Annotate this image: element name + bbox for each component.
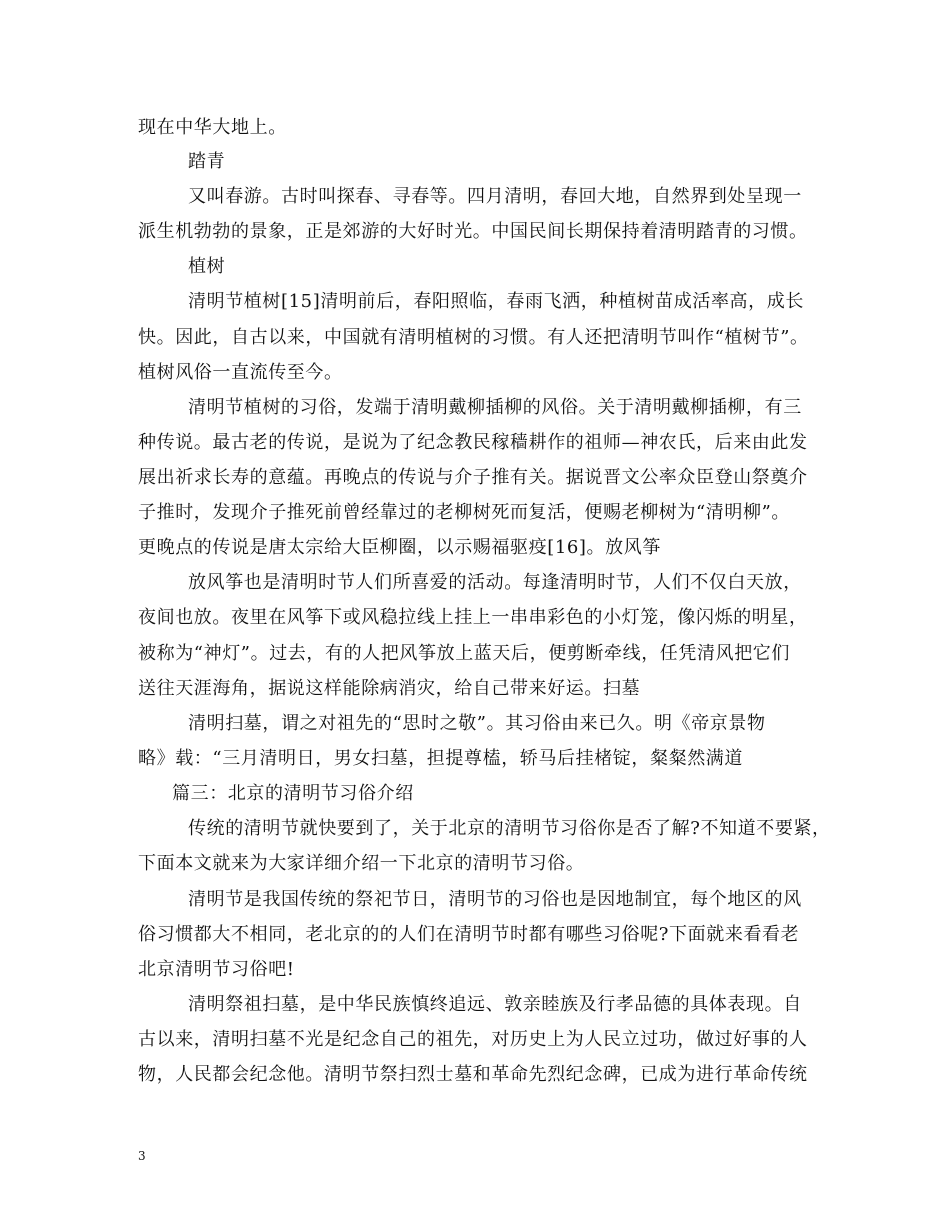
text-line: 清明节植树的习俗，发端于清明戴柳插柳的风俗。关于清明戴柳插柳，有三 <box>188 397 802 418</box>
text-line: 快。因此，自古以来，中国就有清明植树的习惯。有人还把清明节叫作“植树节”。 <box>138 327 809 348</box>
text-line: 传统的清明节就快要到了，关于北京的清明节习俗你是否了解?不知道不要紧， <box>188 818 831 839</box>
text-line: 送往天涯海角，据说这样能除病消灾，给自己带来好运。扫墓 <box>138 678 641 699</box>
text-line: 清明扫墓，谓之对祖先的“思时之敬”。其习俗由来已久。明《帝京景物 <box>188 713 766 734</box>
text-line: 现在中华大地上。 <box>138 117 287 138</box>
text-line: 又叫春游。古时叫探春、寻春等。四月清明，春回大地，自然界到处呈现一 <box>188 186 802 207</box>
text-line: 派生机勃勃的景象，正是郊游的大好时光。中国民间长期保持着清明踏青的习惯。 <box>138 221 808 242</box>
text-line: 清明祭祖扫墓，是中华民族慎终追远、敦亲睦族及行孝品德的具体表现。自 <box>188 994 802 1015</box>
section-heading: 篇三：北京的清明节习俗介绍 <box>172 783 414 804</box>
text-line: 子推时，发现介子推死前曾经靠过的老柳树死而复活，便赐老柳树为“清明柳”。 <box>138 502 791 523</box>
page-number: 3 <box>138 1149 146 1163</box>
text-line: 物，人民都会纪念他。清明节祭扫烈士墓和革命先烈纪念碑，已成为进行革命传统 <box>138 1064 808 1085</box>
text-line: 更晚点的传说是唐太宗给大臣柳圈，以示赐福驱疫[16]。放风筝 <box>138 537 661 558</box>
section-heading: 踏青 <box>188 151 226 172</box>
text-line: 植树风俗一直流传至今。 <box>138 362 343 383</box>
text-line: 北京清明节习俗吧! <box>138 959 295 980</box>
text-line: 清明节植树[15]清明前后，春阳照临，春雨飞洒，种植树苗成活率高，成长 <box>188 291 804 312</box>
text-line: 被称为“神灯”。过去，有的人把风筝放上蓝天后，便剪断牵线，任凭清风把它们 <box>138 643 791 664</box>
text-line: 俗习惯都大不相同，老北京的的人们在清明节时都有哪些习俗呢?下面就来看看老 <box>138 924 800 945</box>
text-line: 略》载：“三月清明日，男女扫墓，担提尊榼，轿马后挂楮锭，粲粲然满道 <box>138 748 743 769</box>
text-line: 清明节是我国传统的祭祀节日，清明节的习俗也是因地制宜，每个地区的风 <box>188 889 802 910</box>
text-line: 下面本文就来为大家详细介绍一下北京的清明节习俗。 <box>138 853 585 874</box>
text-line: 放风筝也是清明时节人们所喜爱的活动。每逢清明时节，人们不仅白天放， <box>188 572 802 593</box>
text-line: 种传说。最古老的传说，是说为了纪念教民稼穑耕作的祖师—神农氏，后来由此发 <box>138 432 808 453</box>
text-line: 展出祈求长寿的意蕴。再晚点的传说与介子推有关。据说晋文公率众臣登山祭奠介 <box>138 467 808 488</box>
text-line: 夜间也放。夜里在风筝下或风稳拉线上挂上一串串彩色的小灯笼，像闪烁的明星， <box>138 607 808 628</box>
section-heading: 植树 <box>188 256 226 277</box>
text-line: 古以来，清明扫墓不光是纪念自己的祖先，对历史上为人民立过功，做过好事的人 <box>138 1029 808 1050</box>
